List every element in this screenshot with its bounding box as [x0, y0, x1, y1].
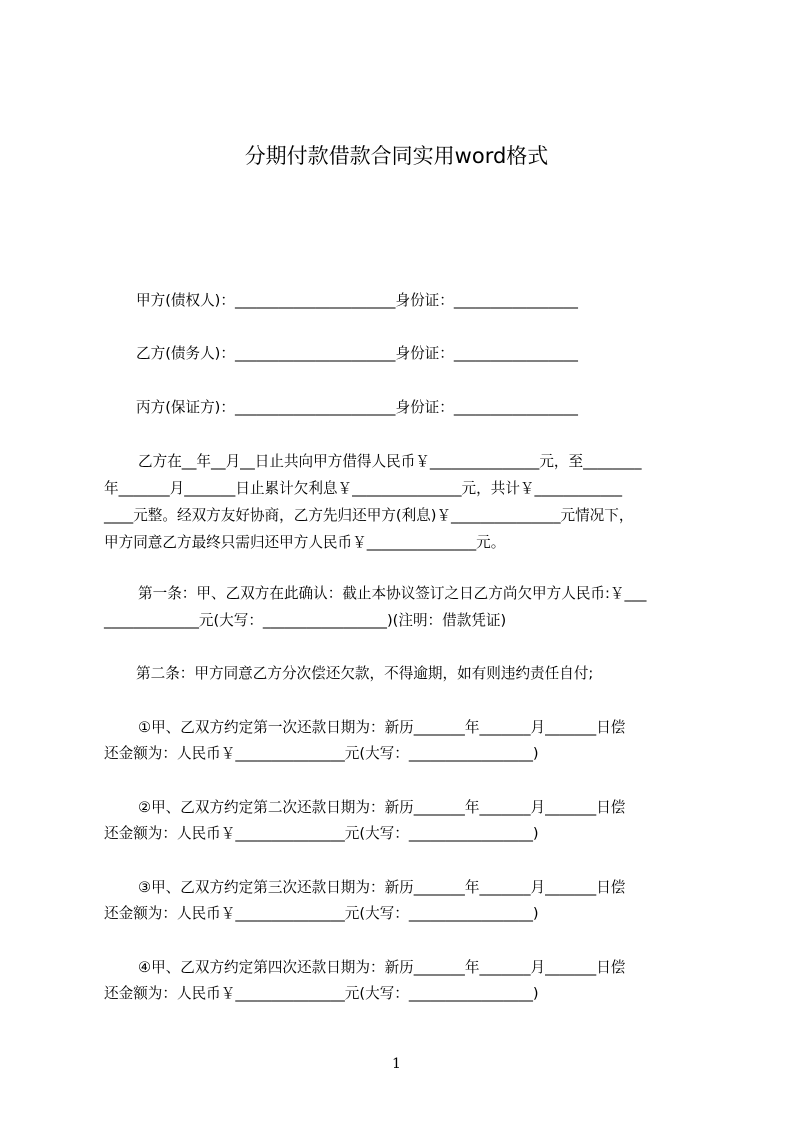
- intro-line-3: ____元整。经双方友好协商，乙方先归还甲方(利息)￥_______________元情况下，: [104, 507, 634, 524]
- installment-4-line-2: 还金额为：人民币￥_______________元(大写：_________________): [104, 985, 539, 1002]
- page-number: 1: [392, 1056, 401, 1072]
- intro-line-4: 甲方同意乙方最终只需归还甲方人民币￥_______________元。: [104, 534, 506, 551]
- installment-2-line-2: 还金额为：人民币￥_______________元(大写：_________________): [104, 825, 539, 842]
- party-a-line: 甲方(债权人)：______________________身份证：_________________: [136, 292, 578, 309]
- installment-2-line-1: ②甲、乙双方约定第二次还款日期为：新历_______年_______月_______日偿: [138, 799, 626, 816]
- party-b-line: 乙方(债务人)：______________________身份证：_________________: [136, 345, 578, 362]
- article-1-line-2: _____________元(大写：_________________)(注明：借款凭证): [104, 612, 507, 629]
- installment-3-line-1: ③甲、乙双方约定第三次还款日期为：新历_______年_______月_______日偿: [138, 879, 626, 896]
- party-c-line: 丙方(保证方)：______________________身份证：_________________: [136, 399, 578, 416]
- document-title: 分期付款借款合同实用word格式: [244, 144, 549, 168]
- article-1-line-1: 第一条：甲、乙双方在此确认：截止本协议签订之日乙方尚欠甲方人民币:￥___: [138, 585, 647, 602]
- installment-4-line-1: ④甲、乙双方约定第四次还款日期为：新历_______年_______月_______日偿: [138, 959, 626, 976]
- installment-1-line-2: 还金额为：人民币￥_______________元(大写：_________________): [104, 745, 539, 762]
- article-2-line: 第二条：甲方同意乙方分次偿还欠款，不得逾期，如有则违约责任自付;: [136, 665, 594, 682]
- intro-line-2: 年_______月_______日止累计欠利息￥_______________元，共计￥____________: [104, 480, 623, 497]
- installment-1-line-1: ①甲、乙双方约定第一次还款日期为：新历_______年_______月_______日偿: [138, 719, 626, 736]
- intro-line-1: 乙方在__年__月__日止共向甲方借得人民币￥_______________元，至________: [138, 453, 642, 470]
- installment-3-line-2: 还金额为：人民币￥_______________元(大写：_________________): [104, 905, 539, 922]
